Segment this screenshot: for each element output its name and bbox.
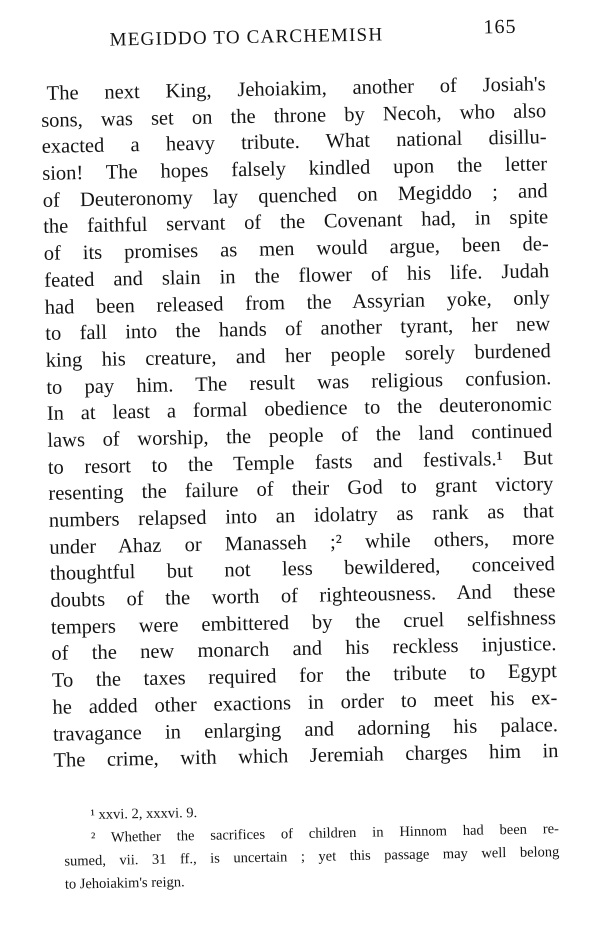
text-line: The next King, Jehoiakim, another of Josiah's [46,73,546,105]
text-line: laws of worship, the people of the land continued [47,420,553,452]
text-line: numbers relapsed into an idolatry as rank as that [48,500,555,532]
text-line: he added other exactions in order to meet his ex- [52,686,558,719]
text-line: sion! The hopes falsely kindled upon the letter [42,153,548,185]
text-line: under Ahaz or Manasseh ;² while others, more [49,526,555,559]
text-line: To the taxes required for the tribute to Egypt [51,660,558,692]
footnote-1: ¹ xxvi. 2, xxxvi. 9. [90,805,198,824]
text-line: of its promises as men would argue, been de- [43,233,549,266]
text-line: king his creature, and her people sorely burdened [45,340,551,372]
running-head [109,16,520,54]
text-line: the faithful servant of the Covenant had, in spite [43,206,549,239]
body-text [40,71,558,774]
footnotes [64,795,560,896]
text-line: resenting the failure of their God to grant victory [48,473,554,506]
text-line: travagance in enlarging and adorning his palace. [52,713,559,746]
footnote-2-continued: sumed, vii. 31 ff., is uncertain ; yet this passage may well belong [64,844,560,870]
text-line: of the new monarch and his reckless injustice. [51,633,557,666]
text-line: tempers were embittered by the cruel selfishness [50,606,557,639]
page-number: 165 [483,15,517,39]
text-line: The crime, with which Jeremiah charges him in [53,740,559,772]
text-line: feated and slain in the flower of his life. Judah [44,259,550,292]
text-line: doubts of the worth of righteousness. And these [50,580,556,612]
footnote-2: ² Whether the sacrifices of children in Hinnom had been re- [90,821,560,847]
text-line: to fall into the hands of another tyrant, her new [45,313,551,346]
footnote-2-continued: to Jehoiakim's reign. [64,874,185,893]
text-line: to pay him. The result was religious confusion. [46,366,552,399]
text-line: had been released from the Assyrian yoke, only [44,286,550,319]
text-line: In at least a formal obedience to the deuteronomic [46,393,552,426]
text-line: thoughtful but not less bewildered, conceived [49,553,556,586]
running-title: MEGIDDO TO CARCHEMISH [109,24,384,51]
text-line: to resort to the Temple fasts and festivals.¹ But [47,446,553,479]
text-line: sons, was set on the throne by Necoh, who also [40,99,547,132]
text-line: of Deuteronomy lay quenched on Megiddo ; and [42,179,548,212]
text-line: exacted a heavy tribute. What national disillu- [41,126,547,159]
